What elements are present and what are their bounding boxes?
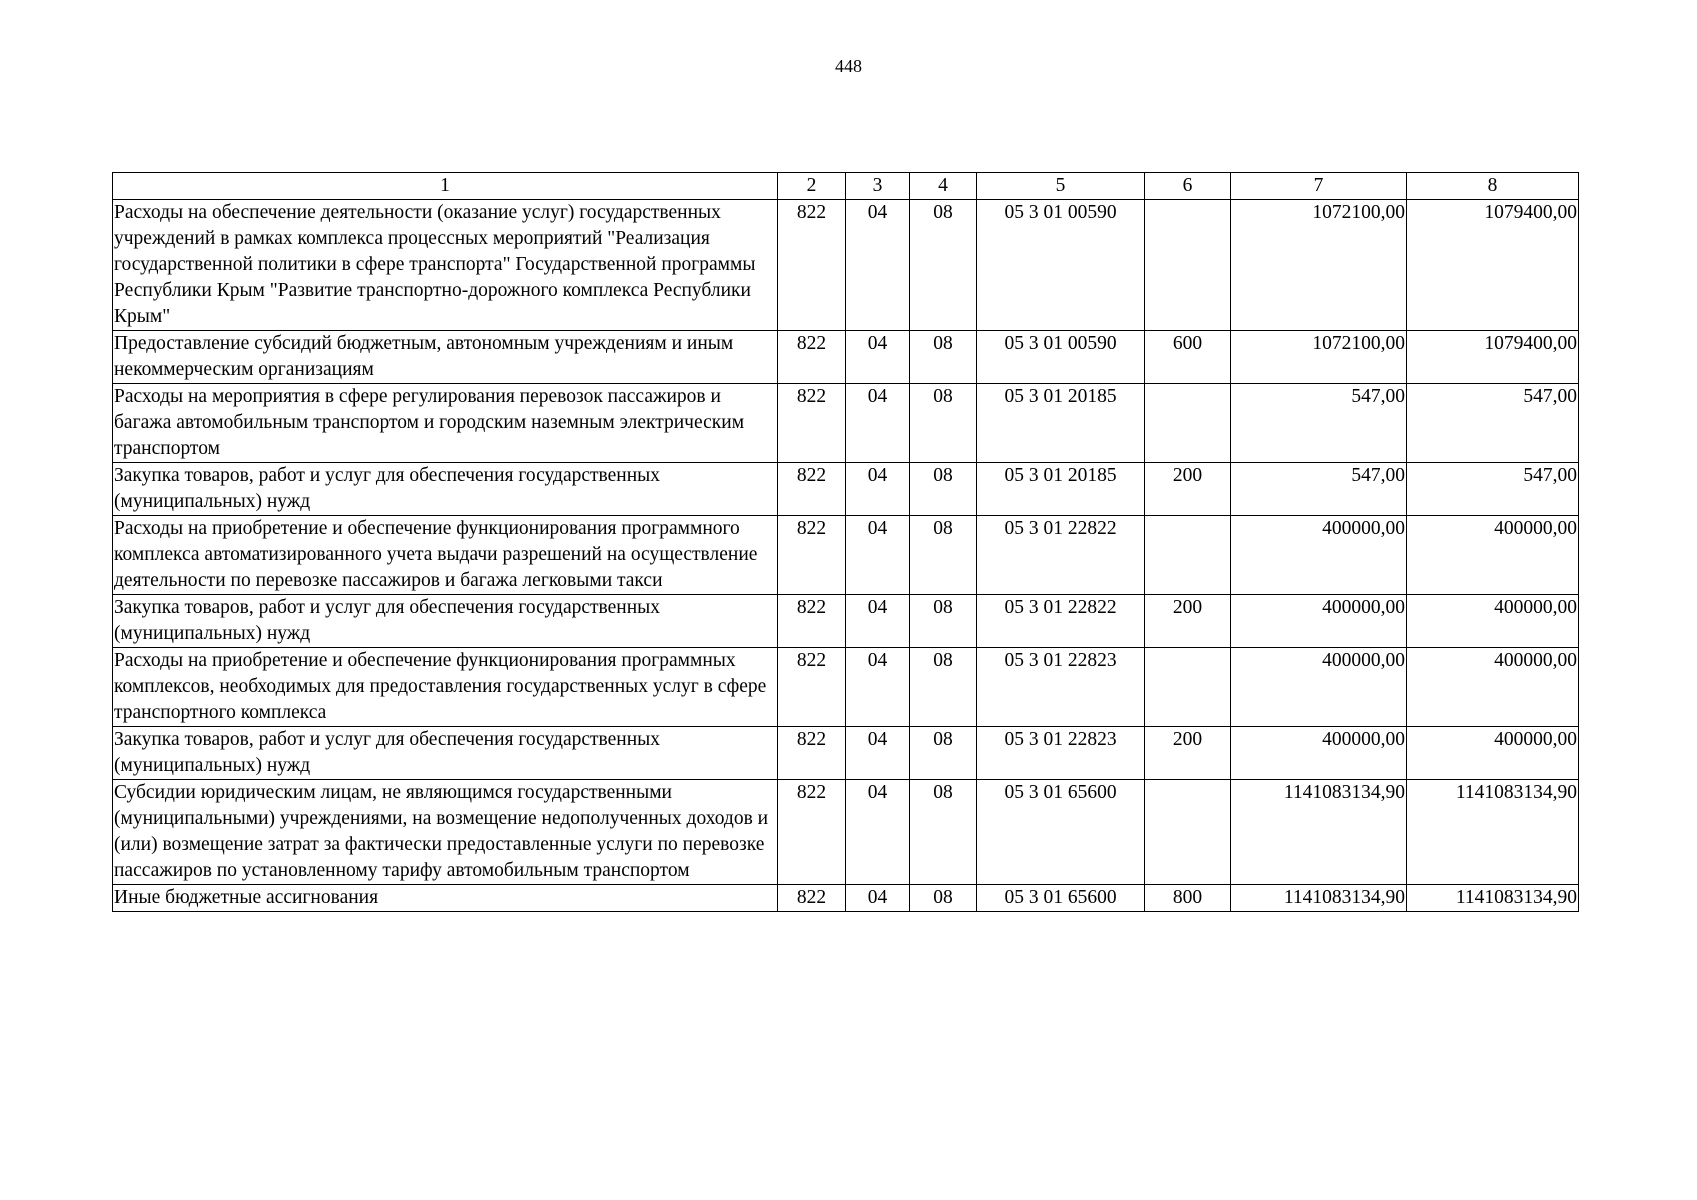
cell-section: 04 <box>846 331 910 384</box>
table-row <box>113 780 1579 885</box>
cell-target-article: 05 3 01 22823 <box>977 648 1145 727</box>
column-header: 4 <box>910 173 977 200</box>
cell-amount-col8: 1079400,00 <box>1407 200 1579 331</box>
cell-target-article: 05 3 01 22822 <box>977 595 1145 648</box>
table-row <box>113 384 1579 463</box>
cell-subsection: 08 <box>910 648 977 727</box>
table-row <box>113 200 1579 331</box>
cell-expense-type: 200 <box>1145 463 1231 516</box>
header-row <box>113 173 1579 200</box>
cell-ministry-code: 822 <box>778 885 846 912</box>
cell-ministry-code: 822 <box>778 384 846 463</box>
row-description: Субсидии юридическим лицам, не являющимся государственными (муниципальными) учреждениями, на возмещение недополученных доходов и (или) возмещение затрат за фактически предоставленные услуги по перевозке пассажиров по установленному тарифу автомобильным транспортом <box>113 780 778 885</box>
cell-amount-col7: 400000,00 <box>1231 516 1407 595</box>
cell-ministry-code: 822 <box>778 200 846 331</box>
cell-target-article: 05 3 01 65600 <box>977 780 1145 885</box>
cell-expense-type <box>1145 648 1231 727</box>
cell-section: 04 <box>846 595 910 648</box>
cell-target-article: 05 3 01 20185 <box>977 384 1145 463</box>
cell-ministry-code: 822 <box>778 727 846 780</box>
cell-subsection: 08 <box>910 595 977 648</box>
column-header: 6 <box>1145 173 1231 200</box>
table-row <box>113 595 1579 648</box>
column-header: 5 <box>977 173 1145 200</box>
cell-expense-type <box>1145 516 1231 595</box>
cell-amount-col7: 400000,00 <box>1231 727 1407 780</box>
row-description: Расходы на приобретение и обеспечение функционирования программных комплексов, необходимых для предоставления государственных услуг в сфере транспортного комплекса <box>113 648 778 727</box>
cell-ministry-code: 822 <box>778 780 846 885</box>
cell-ministry-code: 822 <box>778 463 846 516</box>
table-row <box>113 331 1579 384</box>
cell-amount-col7: 1141083134,90 <box>1231 885 1407 912</box>
cell-subsection: 08 <box>910 780 977 885</box>
cell-subsection: 08 <box>910 727 977 780</box>
row-description: Закупка товаров, работ и услуг для обеспечения государственных (муниципальных) нужд <box>113 595 778 648</box>
table-row <box>113 727 1579 780</box>
row-description: Закупка товаров, работ и услуг для обеспечения государственных (муниципальных) нужд <box>113 727 778 780</box>
table-row <box>113 648 1579 727</box>
cell-subsection: 08 <box>910 463 977 516</box>
cell-subsection: 08 <box>910 331 977 384</box>
cell-section: 04 <box>846 727 910 780</box>
cell-amount-col8: 400000,00 <box>1407 595 1579 648</box>
column-header: 3 <box>846 173 910 200</box>
cell-amount-col7: 400000,00 <box>1231 595 1407 648</box>
cell-target-article: 05 3 01 00590 <box>977 331 1145 384</box>
cell-section: 04 <box>846 200 910 331</box>
cell-ministry-code: 822 <box>778 595 846 648</box>
cell-subsection: 08 <box>910 200 977 331</box>
column-header: 8 <box>1407 173 1579 200</box>
cell-expense-type <box>1145 780 1231 885</box>
cell-expense-type: 200 <box>1145 727 1231 780</box>
cell-amount-col8: 400000,00 <box>1407 727 1579 780</box>
cell-ministry-code: 822 <box>778 331 846 384</box>
cell-ministry-code: 822 <box>778 516 846 595</box>
cell-amount-col8: 400000,00 <box>1407 516 1579 595</box>
cell-expense-type: 200 <box>1145 595 1231 648</box>
cell-expense-type <box>1145 384 1231 463</box>
cell-ministry-code: 822 <box>778 648 846 727</box>
cell-target-article: 05 3 01 65600 <box>977 885 1145 912</box>
column-header: 2 <box>778 173 846 200</box>
cell-expense-type: 800 <box>1145 885 1231 912</box>
cell-section: 04 <box>846 780 910 885</box>
cell-amount-col8: 400000,00 <box>1407 648 1579 727</box>
page-number: 448 <box>835 56 862 76</box>
cell-amount-col7: 1141083134,90 <box>1231 780 1407 885</box>
row-description: Закупка товаров, работ и услуг для обеспечения государственных (муниципальных) нужд <box>113 463 778 516</box>
table-row <box>113 516 1579 595</box>
row-description: Иные бюджетные ассигнования <box>113 885 778 912</box>
cell-amount-col8: 547,00 <box>1407 463 1579 516</box>
cell-expense-type <box>1145 200 1231 331</box>
table-row <box>113 463 1579 516</box>
cell-target-article: 05 3 01 22822 <box>977 516 1145 595</box>
cell-expense-type: 600 <box>1145 331 1231 384</box>
cell-amount-col8: 1141083134,90 <box>1407 885 1579 912</box>
cell-section: 04 <box>846 463 910 516</box>
cell-amount-col7: 1072100,00 <box>1231 200 1407 331</box>
cell-amount-col7: 547,00 <box>1231 384 1407 463</box>
cell-section: 04 <box>846 384 910 463</box>
cell-amount-col8: 547,00 <box>1407 384 1579 463</box>
row-description: Расходы на обеспечение деятельности (оказание услуг) государственных учреждений в рамках комплекса процессных мероприятий "Реализация государственной политики в сфере транспорта" Государственной программы Республики Крым "Развитие транспортно-дорожного комплекса Республики Крым" <box>113 200 778 331</box>
cell-section: 04 <box>846 648 910 727</box>
row-description: Расходы на приобретение и обеспечение функционирования программного комплекса автоматизированного учета выдачи разрешений на осуществление деятельности по перевозке пассажиров и багажа легковыми такси <box>113 516 778 595</box>
cell-subsection: 08 <box>910 885 977 912</box>
cell-subsection: 08 <box>910 384 977 463</box>
column-header: 7 <box>1231 173 1407 200</box>
cell-target-article: 05 3 01 22823 <box>977 727 1145 780</box>
cell-section: 04 <box>846 516 910 595</box>
cell-target-article: 05 3 01 00590 <box>977 200 1145 331</box>
cell-amount-col8: 1141083134,90 <box>1407 780 1579 885</box>
column-header: 1 <box>113 173 778 200</box>
cell-target-article: 05 3 01 20185 <box>977 463 1145 516</box>
cell-amount-col8: 1079400,00 <box>1407 331 1579 384</box>
row-description: Предоставление субсидий бюджетным, автономным учреждениям и иным некоммерческим организациям <box>113 331 778 384</box>
cell-subsection: 08 <box>910 516 977 595</box>
cell-amount-col7: 1072100,00 <box>1231 331 1407 384</box>
cell-amount-col7: 400000,00 <box>1231 648 1407 727</box>
cell-section: 04 <box>846 885 910 912</box>
budget-table <box>112 172 1579 912</box>
table-row <box>113 885 1579 912</box>
row-description: Расходы на мероприятия в сфере регулирования перевозок пассажиров и багажа автомобильным транспортом и городским наземным электрическим транспортом <box>113 384 778 463</box>
cell-amount-col7: 547,00 <box>1231 463 1407 516</box>
